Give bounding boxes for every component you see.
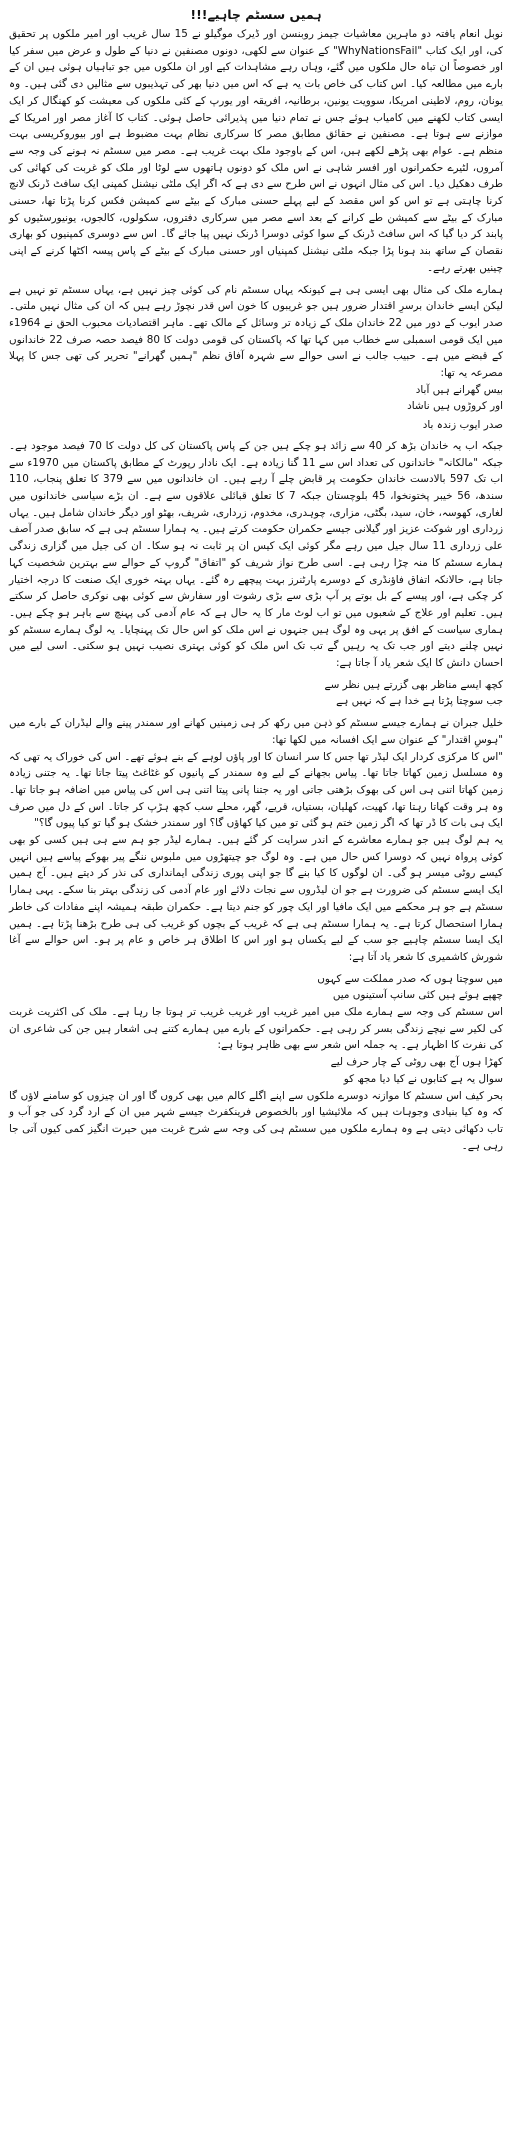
poem-line: سوال یہ ہے کتابوں نے کیا دیا مجھ کو [343,1072,503,1085]
paragraph: خلیل جبران نے ہمارے جیسے سسٹم کو ذہن میں رکھ کر ہی زمینیں کھانے اور سمندر پینے والے لیڈران کے بارے میں "ہوسِ اقتدار" کے عنوان سے ایک افسانہ میں لکھا تھا: [9,717,503,746]
poem-line: صدر ایوب زندہ باد [422,419,503,432]
poem-line: جب سوچتا پڑتا ہے خدا ہے کہ نہیں ہے [336,695,503,708]
poem-line: اور کروڑوں ہیں ناشاد [407,400,503,413]
paragraph: اس سسٹم کی وجہ سے ہمارے ملک میں امیر غریب اور غریب غریب تر ہوتا جا رہا ہے۔ ملک کی اکثریت غربت کی لکیر سے نیچے زندگی بسر کر رہی ہے۔ حکمرانوں کے بارے میں ہمارے کتنے ہی اشعار ہیں جن کی شاعری ان کی نفرت کا اظہار ہے۔ یہ جملہ اس شعر سے بھی ظاہر ہوتا ہے: [9,1006,503,1052]
poem-line: بیس گھرانے ہیں آباد [415,383,503,396]
poem-line: میں سوچتا ہوں کہ صدر مملکت سے کہوں [317,972,503,985]
quote-paragraph: "اس کا مرکزی کردار ایک لیڈر تھا جس کا سر انسان کا اور پاؤں لوہے کے بنے ہوئے تھے۔ اس کی خوراک یہ تھی کہ وہ مسلسل زمین کھاتا جاتا تھا۔ پیاس بجھانے کے لیے وہ سمندر کے پانیوں کو غٹاغٹ پیتا جاتا تھا۔ یہ جتنی زیادہ زمین کھاتا اتنی ہی اس کی بھوک بڑھتی جاتی اور یہ جتنا پانی پیتا اتنی ہی اس کی پیاس میں اضافہ ہو جاتا تھا۔ وہ ہر وقت کھاتا رہتا تھا، کھیت، کھلیان، بستیاں، قریے، گھر، محلے سب کچھ ہڑپ کر جاتا۔ اس کے دل میں صرف ایک ہی بات کا ڈر تھا کہ اگر زمین ختم ہو گئی تو میں کیا کھاؤں گا؟ اور سمندر خشک ہو گیا تو کیا پیوں گا؟" [9,750,503,830]
poem-line: کھڑا ہوں آج بھی روٹی کے چار حرف لیے [330,1056,503,1069]
article-title: ہمیں سسٹم چاہیے!!! [190,7,322,22]
paragraph: یہ ہم لوگ ہیں جو ہمارے معاشرے کے اندر سرایت کر گئے ہیں۔ ہمارے لیڈر جو ہم سے ہی ہیں کسی کو بھی کوئی پرواہ نہیں کہ دوسرا کس حال میں ہے۔ وہ لوگ جو چیتھڑوں میں ملبوس ننگے پیر بھوکے پیاسے ہیں انہیں کیسے روٹی میسر ہو گی۔ ان لوگوں کا کیا بنے گا جو اپنی پوری زندگی ایمانداری کی نذر کر دیتے ہیں۔ آج ہمیں ایک ایسے سسٹم کی ضرورت ہے جو ان لیڈروں سے نجات دلائے اور عام آدمی کی زندگی بہتر بنا سکے۔ یہی ہمارا سسٹم ہے جو ہر محکمے میں ایک مافیا اور ایک چور کو جنم دیتا ہے۔ حکمران طبقہ ہمیشہ اپنے مفادات کی خاطر ہمارا استحصال کرتا ہے۔ یہ ہمارا سسٹم ہی ہے کہ غریب کے بچوں کو غریب کی ہی طرح بڑھنا پڑتا ہے۔ ہمیں ایک ایسا سسٹم چاہیے جو سب کے لیے یکساں ہو اور اس کا اطلاق ہر خاص و عام پر ہو۔ اس حوالے سے آغا شورش کاشمیری کا شعر یاد آتا ہے: [9,834,503,963]
poem-line: کچھ ایسے مناظر بھی گزرتے ہیں نظر سے [324,678,503,691]
paragraph: ہمارے ملک کی مثال بھی ایسی ہی ہے کیونکہ یہاں سسٹم نام کی کوئی چیز نہیں ہے، یہاں سسٹم تو نہیں ہے لیکن ایسے خاندان برسرِ اقتدار ضرور ہیں جو غریبوں کا خون اس قدر نچوڑ رہے ہیں کہ ان کی مثال نہیں ملتی۔ صدر ایوب کے دور میں 22 خاندان ملک کے زیادہ تر وسائل کے مالک تھے۔ ماہر اقتصادیات محبوب الحق نے 1964ء میں ایک قومی اسمبلی سے خطاب میں کہا تھا کہ پاکستان کی قومی دولت کا 80 فیصد حصہ صرف 22 خاندانوں کے قبضے میں ہے۔ حبیب جالب نے اسی حوالے سے شہرہ آفاق نظم "ہمیں گھرانے" تحریر کی تھی جس کا پہلا مصرعہ یہ تھا: [9,283,504,380]
paragraph: جبکہ اب یہ خاندان بڑھ کر 40 سے زائد ہو چکے ہیں جن کے پاس پاکستان کی کل دولت کا 70 فیصد موجود ہے۔ جبکہ "مالکانہ" خاندانوں کی تعداد اس سے 11 گنا زیادہ ہے۔ ایک نادار رپورٹ کے مطابق پاکستان میں 1970ء سے اب تک 597 بالادست خاندان حکومت پر قابض چلے آ رہے ہیں۔ ان خاندانوں میں سے 379 کا تعلق پنجاب، 110 سندھ، 56 خیبر پختونخوا، 45 بلوچستان جبکہ 7 کا تعلق قبائلی علاقوں سے ہے۔ ان بڑے سیاسی خاندانوں میں لغاری، کھوسہ، خان، سید، بگٹی، مزاری، چوہدری، مخدوم، زرداری، شریف، بھٹو اور دیگر خاندان شامل ہیں۔ یہاں زرداری اور شوکت عزیز اور گیلانی جیسے حکمران حکومت کرتے ہیں۔ یہ ہمارا سسٹم ہی ہے کہ سابق صدر آصف علی زرداری 11 سال جیل میں رہے مگر کوئی ایک کیس ان پر ثابت نہ ہو سکا۔ ان کی جیل میں گزاری زندگی ہمارے سسٹم کا منہ چڑا رہی ہے۔ اسی طرح نواز شریف کو "اتفاق" گروپ کے حوالے سے بہترین شخصیت کہا جاتا ہے، حالانکہ اتفاق فاؤنڈری کے دوسرے پارٹنرز بہت پیچھے رہ گئے۔ یہاں بہتہ خوری ایک صنعت کا درجہ اختیار کر چکی ہے، اور پیسے کے بل بوتے پر آپ بڑی سے بڑی رشوت اور سفارش سے کوئی بھی نوکری حاصل کر سکتے ہیں۔ تعلیم اور علاج کے شعبوں میں تو اب لوٹ مار کا یہ حال ہے کہ عام آدمی کی پہنچ سے باہر ہو چکے ہیں۔ ہماری سیاست کے افق پر یہی وہ لوگ ہیں جنہوں نے اس ملک کو اس حال تک پہنچایا۔ یہ لوگ ہمارے سسٹم کو نہیں چلنے دیتے اور جب تک یہ رہیں گے تب تک اس ملک کو کوئی بہتری نصیب نہیں ہو سکتی۔ اسی لیے میں احسان دانش کا ایک شعر یاد آ جاتا ہے: [9,439,504,670]
poem-line: چھپے ہوئے ہیں کئی سانپ آستینوں میں [332,989,503,1002]
closing-paragraph: بحر کیف اس سسٹم کا موازنہ دوسرے ملکوں سے اپنے اگلے کالم میں بھی کروں گا اور ان چیزوں کو سامنے لاؤں گا کہ وہ کیا بنیادی وجوہات ہیں کہ ملائیشیا اور بالخصوص فرینکفرٹ جیسے شہر میں ان کے ارد گرد کی جو آب و تاب دکھائی دیتی ہے وہ ہمارے ملکوں میں سسٹم ہی کی وجہ سے شرح غربت میں حیرت انگیز کمی کیوں آتی جا رہی ہے۔ [9,1089,503,1152]
paragraph: نوبل انعام یافتہ دو ماہرین معاشیات جیمز روبنسن اور ڈیرک موگیلو نے 15 سال غریب اور امیر ملکوں پر تحقیق کی، اور ایک کتاب "WhyNationsFail" کے عنوان سے لکھی، دونوں مصنفین نے دنیا کے طول و عرض میں سفر کیا اور خصوصاً ان تباہ حال ملکوں میں گئے، وہاں رہے مشاہدات کیے اور ان ملکوں میں جو تباہیاں ہوئی ہیں ان کے بارے میں مطالعہ کیا۔ اس کتاب کی خاص بات یہ ہے کہ اس میں دنیا بھر کی تہذیبوں سے مثالیں دی گئی ہیں۔ وہ یونان، روم، لاطینی امریکا، سوویت یونین، برطانیہ، افریقہ اور یورپ کے کئی ملکوں کی معیشت کو کھنگال کر ایک ایسی کتاب لکھنے میں کامیاب ہوئے جس نے تمام دنیا میں پذیرائی حاصل ہوئی۔ کتاب کا آغاز مصر اور امریکا کے موازنے سے ہوتا ہے۔ مصنفین نے حقائق مطابق مصر کا سرکاری نظام بہت مضبوط ہے اور بیوروکریسی بہت منظم ہے۔ عوام بھی پڑھے لکھے ہیں، اس کے باوجود ملک بہت غریب ہے۔ مصر میں سسٹم نہ ہونے کی وجہ سے آمروں، لٹیرے حکمرانوں اور افسر شاہی نے اس ملک کو دونوں ہاتھوں سے لوٹا اور ملک کو غربت کی کھائی کی طرف دھکیل دیا۔ اس کی مثال انہوں نے اس طرح سے دی ہے کہ اگر ایک ملٹی نیشنل کمپنی ایک سافٹ ڈرنک لانچ کرنا چاہتی ہے تو اس کو اس مقصد کے لیے پہلے حسنی مبارک کے بیٹے سے کمیشن فکس کرنا پڑتا تھا، حسنی مبارک کے بیٹے سے کمیشن طے کرانے کے بعد اسے مصر میں سرکاری دفتروں، سکولوں، کالجوں، یونیورسٹیوں کو پابند کر دیا گیا کہ اس سافٹ ڈرنک کے سوا کوئی دوسرا ڈرنک نہیں پیا جائے گا۔ اس سے دوسری کمپنیوں کو بھاری نقصان کے ساتھ بند ہونا پڑا جبکہ ملٹی نیشنل کمپنیاں اور حسنی مبارک کے بیٹے کے پاس پیسہ اکٹھا کرنے کے اپنی چینیں بھرتے رہے۔ [9,28,504,274]
